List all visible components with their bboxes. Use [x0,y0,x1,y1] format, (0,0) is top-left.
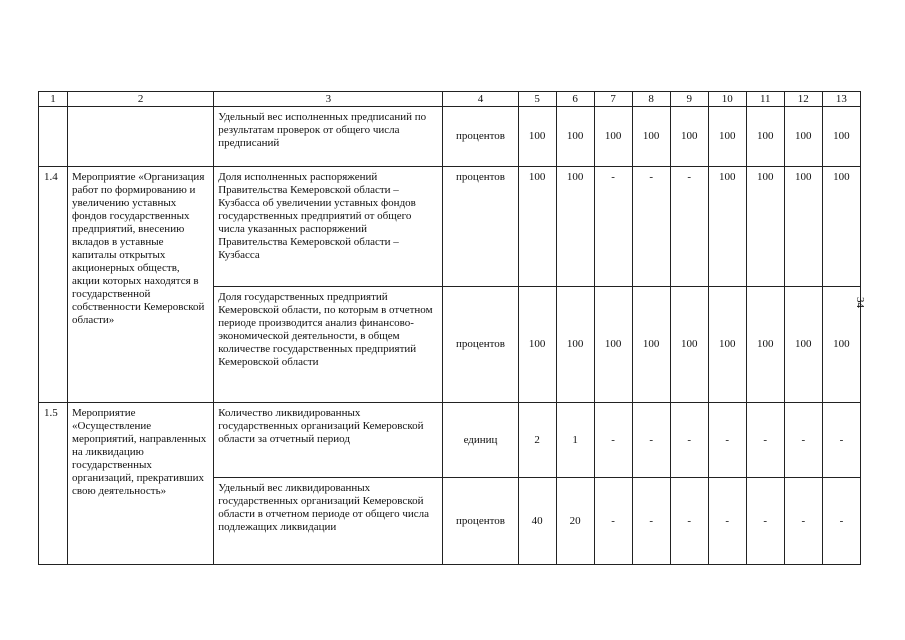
value-cell: - [670,478,708,565]
indicator-cell: Количество ликвидированных государственных организаций Кемеровской области за отчетный период [214,403,443,478]
value-cell: 20 [556,478,594,565]
value-cell: - [632,403,670,478]
value-cell: - [708,478,746,565]
value-cell: - [784,403,822,478]
value-cell: - [670,403,708,478]
header-row [39,92,861,107]
value-cell: 100 [518,167,556,287]
table-row [39,107,861,167]
header-cell: 10 [708,92,746,107]
header-cell: 12 [784,92,822,107]
value-cell: - [822,403,860,478]
activity-cell: Мероприятие «Осуществление мероприятий, направленных на ликвидацию государственных организаций, прекративших свою деятельность» [68,403,214,565]
value-cell: 100 [822,167,860,287]
unit-cell: процентов [443,478,518,565]
header-cell: 7 [594,92,632,107]
header-cell: 6 [556,92,594,107]
value-cell: - [746,403,784,478]
unit-cell: процентов [443,287,518,403]
value-cell: - [632,478,670,565]
row-number [39,107,68,167]
page-number: 34 [854,297,866,308]
value-cell: - [746,478,784,565]
unit-cell: процентов [443,107,518,167]
value-cell: 100 [632,287,670,403]
table-row [39,167,861,287]
value-cell: 100 [518,107,556,167]
value-cell: 100 [708,287,746,403]
row-number: 1.5 [39,403,68,565]
value-cell: 100 [708,107,746,167]
value-cell: 100 [784,167,822,287]
indicator-cell: Удельный вес ликвидированных государственных организаций Кемеровской области в отчетном периоде от общего числа подлежащих ликвидации [214,478,443,565]
value-cell: 100 [784,107,822,167]
value-cell: 40 [518,478,556,565]
value-cell: - [632,167,670,287]
value-cell: 100 [594,287,632,403]
value-cell: 100 [746,287,784,403]
indicator-cell: Удельный вес исполненных предписаний по результатам проверок от общего числа предписаний [214,107,443,167]
value-cell: 100 [670,287,708,403]
value-cell: 100 [784,287,822,403]
row-number: 1.4 [39,167,68,403]
header-cell: 11 [746,92,784,107]
value-cell: - [594,478,632,565]
value-cell: - [822,478,860,565]
activity-cell: Мероприятие «Организация работ по формированию и увеличению уставных фондов государственных предприятий, внесению вкладов в уставные капиталы открытых акционерных обществ, акции которых находятся в государственной собственности Кемеровской области» [68,167,214,403]
value-cell: 100 [594,107,632,167]
header-cell: 2 [68,92,214,107]
value-cell: 2 [518,403,556,478]
value-cell: - [708,403,746,478]
unit-cell: процентов [443,167,518,287]
indicator-cell: Доля государственных предприятий Кемеровской области, по которым в отчетном периоде производится анализ финансово-экономической деятельности, в общем количестве государственных предприятий Кемеровской области [214,287,443,403]
value-cell: 100 [746,167,784,287]
value-cell: 100 [518,287,556,403]
header-cell: 9 [670,92,708,107]
activity-cell [68,107,214,167]
value-cell: 100 [556,287,594,403]
header-cell: 3 [214,92,443,107]
header-cell: 13 [822,92,860,107]
value-cell: 1 [556,403,594,478]
header-cell: 1 [39,92,68,107]
header-cell: 4 [443,92,518,107]
value-cell: - [594,167,632,287]
value-cell: - [784,478,822,565]
table-row [39,403,861,478]
header-cell: 5 [518,92,556,107]
value-cell: 100 [556,167,594,287]
value-cell: 100 [746,107,784,167]
header-cell: 8 [632,92,670,107]
value-cell: 100 [822,107,860,167]
value-cell: 100 [556,107,594,167]
value-cell: - [594,403,632,478]
value-cell: 100 [708,167,746,287]
indicator-cell: Доля исполненных распоряжений Правительства Кемеровской области – Кузбасса об увеличении уставных фондов государственных предприятий от общего числа указанных распоряжений Правительства Кемеровской области – Кузбасса [214,167,443,287]
value-cell: 100 [822,287,860,403]
value-cell: - [670,167,708,287]
indicators-table [38,91,861,565]
value-cell: 100 [670,107,708,167]
unit-cell: единиц [443,403,518,478]
value-cell: 100 [632,107,670,167]
